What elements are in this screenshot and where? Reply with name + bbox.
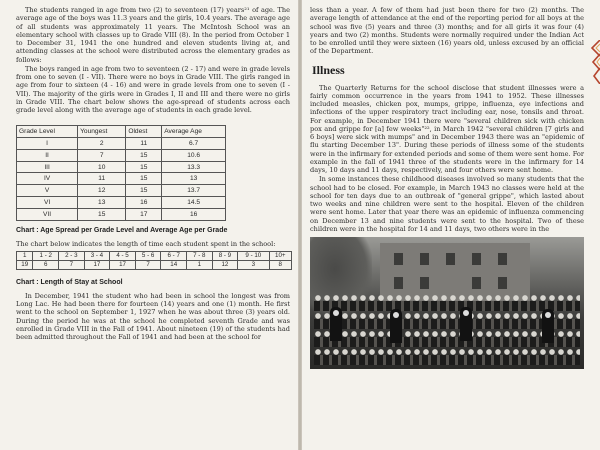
- table-cell: 16: [126, 197, 162, 209]
- table-cell: 10.6: [162, 149, 226, 161]
- left-page: [0, 0, 298, 450]
- table-cell: 8: [269, 260, 292, 269]
- table-row: [17, 260, 292, 269]
- table-cell: 14.5: [162, 197, 226, 209]
- column-header: Youngest: [78, 126, 126, 138]
- table-cell: 17: [126, 208, 162, 220]
- column-header: 8 - 9: [212, 251, 238, 260]
- table-row: [17, 149, 226, 161]
- table-row: [17, 208, 226, 220]
- table-row: [17, 173, 226, 185]
- chart-title-age-spread: Chart : Age Spread per Grade Level and Average Age per Grade: [16, 226, 228, 234]
- table-cell: 11: [126, 138, 162, 150]
- table-cell: 17: [84, 260, 110, 269]
- table-row: [17, 185, 226, 197]
- column-header: 4 - 5: [110, 251, 136, 260]
- table-cell: 7: [78, 149, 126, 161]
- section-heading: Illness: [312, 62, 345, 77]
- table-cell: 7: [135, 260, 161, 269]
- column-header: 6 - 7: [161, 251, 187, 260]
- table-cell: 11: [78, 173, 126, 185]
- table-cell: 10: [78, 161, 126, 173]
- grade-level-table: [16, 125, 226, 220]
- column-header: 1 - 2: [33, 251, 59, 260]
- table-cell: 16: [162, 208, 226, 220]
- column-header: 5 - 6: [135, 251, 161, 260]
- table-cell: I: [17, 138, 78, 150]
- figure-shape: [330, 307, 342, 341]
- right-page: [302, 0, 600, 450]
- table-cell: VI: [17, 197, 78, 209]
- table-cell: V: [17, 185, 78, 197]
- table-row: [17, 197, 226, 209]
- table-cell: 13.7: [162, 185, 226, 197]
- table-cell: IV: [17, 173, 78, 185]
- length-of-stay-table: [16, 251, 292, 270]
- paragraph: The boys ranged in age from two to seventeen (2 - 17) and were in grade levels from one to seven (I - VII). There were no boys in Grade VIII. The girls ranged in age from four to sixteen (4 - 16) and were in grade levels from one to seven (I - VII). The majority of the girls were in Grades I, II and III and there were no girls in Grade VIII. The chart below shows the age-spread of students across each grade level along with the average age of students in each grade level.: [16, 64, 290, 114]
- paragraph: The students ranged in age from two (2) to seventeen (17) years²¹ of age. The average age of the boys was 11.3 years and the girls, 10.4 years. The average age of all students was approximately 11 years. The McIntosh School was an elementary school with classes up to Grade VIII (8). In the period from October 1 to December 31, 1941 the one hundred and eleven students living at, and attending classes at the school were distributed across the elementary grades as follows:: [16, 6, 290, 64]
- table-cell: 13: [78, 197, 126, 209]
- column-header: 2 - 3: [59, 251, 85, 260]
- paragraph: In some instances these childhood diseases involved so many students that the school had to be closed. For example, in March 1943 no classes were held at the school for ten days due to an outbreak of "general grippe", which lasted about two weeks and nine children were sent to the hospital. Eleven of the children were sent home. Later that year there was an epidemic of influenza commencing on December 13 and nine students were sent to the hospital. Two of these children were in the hospital for 14 and 11 days, two others were in the: [310, 175, 584, 233]
- table-cell: 2: [78, 138, 126, 150]
- table-cell: 19: [17, 260, 33, 269]
- table-cell: 13.3: [162, 161, 226, 173]
- column-header: 10+: [269, 251, 292, 260]
- table-cell: 15: [126, 185, 162, 197]
- table-cell: 13: [162, 173, 226, 185]
- paragraph: The Quarterly Returns for the school disclose that student illnesses were a fairly common occurrence in the years from 1941 to 1952. These illnesses included measles, chicken pox, mumps, grippe, influenza, eye infections and infections of the upper respiratory tract including ear, nose, tonsils and throat. For example, in December 1941 there were "several children sick with chicken pox and grippe for [a] few weeks"²², in March 1942 "several children [7 girls and 6 boys] were sick with mumps" and in December 1943 there was an "epidemic of flu starting December 13". During these periods of illness some of the students were in the infirmary for extended periods and some of them were sent home. For example in the fall of 1941 three of the students were in the infirmary for 14 days, 10 days and 11 days, respectively, and four others were sent home.: [310, 83, 584, 174]
- paragraph: The chart below indicates the length of time each student spent in the school:: [16, 239, 276, 248]
- ornament-icon: [590, 40, 600, 84]
- table-cell: 12: [212, 260, 238, 269]
- column-header: 3 - 4: [84, 251, 110, 260]
- column-header: Oldest: [126, 126, 162, 138]
- table-cell: 7: [59, 260, 85, 269]
- table-cell: VII: [17, 208, 78, 220]
- table-cell: 6.7: [162, 138, 226, 150]
- figure-shape: [542, 309, 554, 343]
- table-header-row: [17, 126, 226, 138]
- figure-shape: [390, 309, 402, 343]
- table-cell: 14: [161, 260, 187, 269]
- table-header-row: [17, 251, 292, 260]
- table-cell: 15: [126, 149, 162, 161]
- column-header: Grade Level: [17, 126, 78, 138]
- column-header: 1: [17, 251, 33, 260]
- chart-title-length-of-stay: Chart : Length of Stay at School: [16, 278, 123, 286]
- table-cell: 17: [110, 260, 136, 269]
- table-cell: 15: [126, 173, 162, 185]
- table-cell: 3: [238, 260, 269, 269]
- table-cell: 12: [78, 185, 126, 197]
- table-cell: II: [17, 149, 78, 161]
- column-header: 7 - 8: [187, 251, 213, 260]
- group-photograph: [310, 237, 584, 369]
- table-cell: 15: [78, 208, 126, 220]
- paragraph: In December, 1941 the student who had been in school the longest was from Long Lac. He had been there for fourteen (14) years and one (1) month. He first went to the school on September 1, 1927 when he was about three (3) years old. During the period he was at the school he completed seventh Grade and was enrolled in Grade VIII in the Fall of 1941. About nineteen (19) of the students had been admitted throughout the Fall of 1941 and had been at the school for: [16, 291, 290, 342]
- column-header: Average Age: [162, 126, 226, 138]
- table-row: [17, 161, 226, 173]
- table-cell: 6: [33, 260, 59, 269]
- table-cell: 1: [187, 260, 213, 269]
- column-header: 9 - 10: [238, 251, 269, 260]
- paragraph: less than a year. A few of them had just been there for two (2) months. The average length of attendance at the end of the reporting period for all boys at the school was five (5) years and three (3) months; and for all girls it was four (4) years and two (2) months. Students were normally required under the Indian Act to be enrolled until they were sixteen (16) years old, unless excused by an official of the Department.: [310, 6, 584, 56]
- figure-shape: [460, 307, 472, 341]
- table-cell: III: [17, 161, 78, 173]
- table-row: [17, 138, 226, 150]
- table-cell: 15: [126, 161, 162, 173]
